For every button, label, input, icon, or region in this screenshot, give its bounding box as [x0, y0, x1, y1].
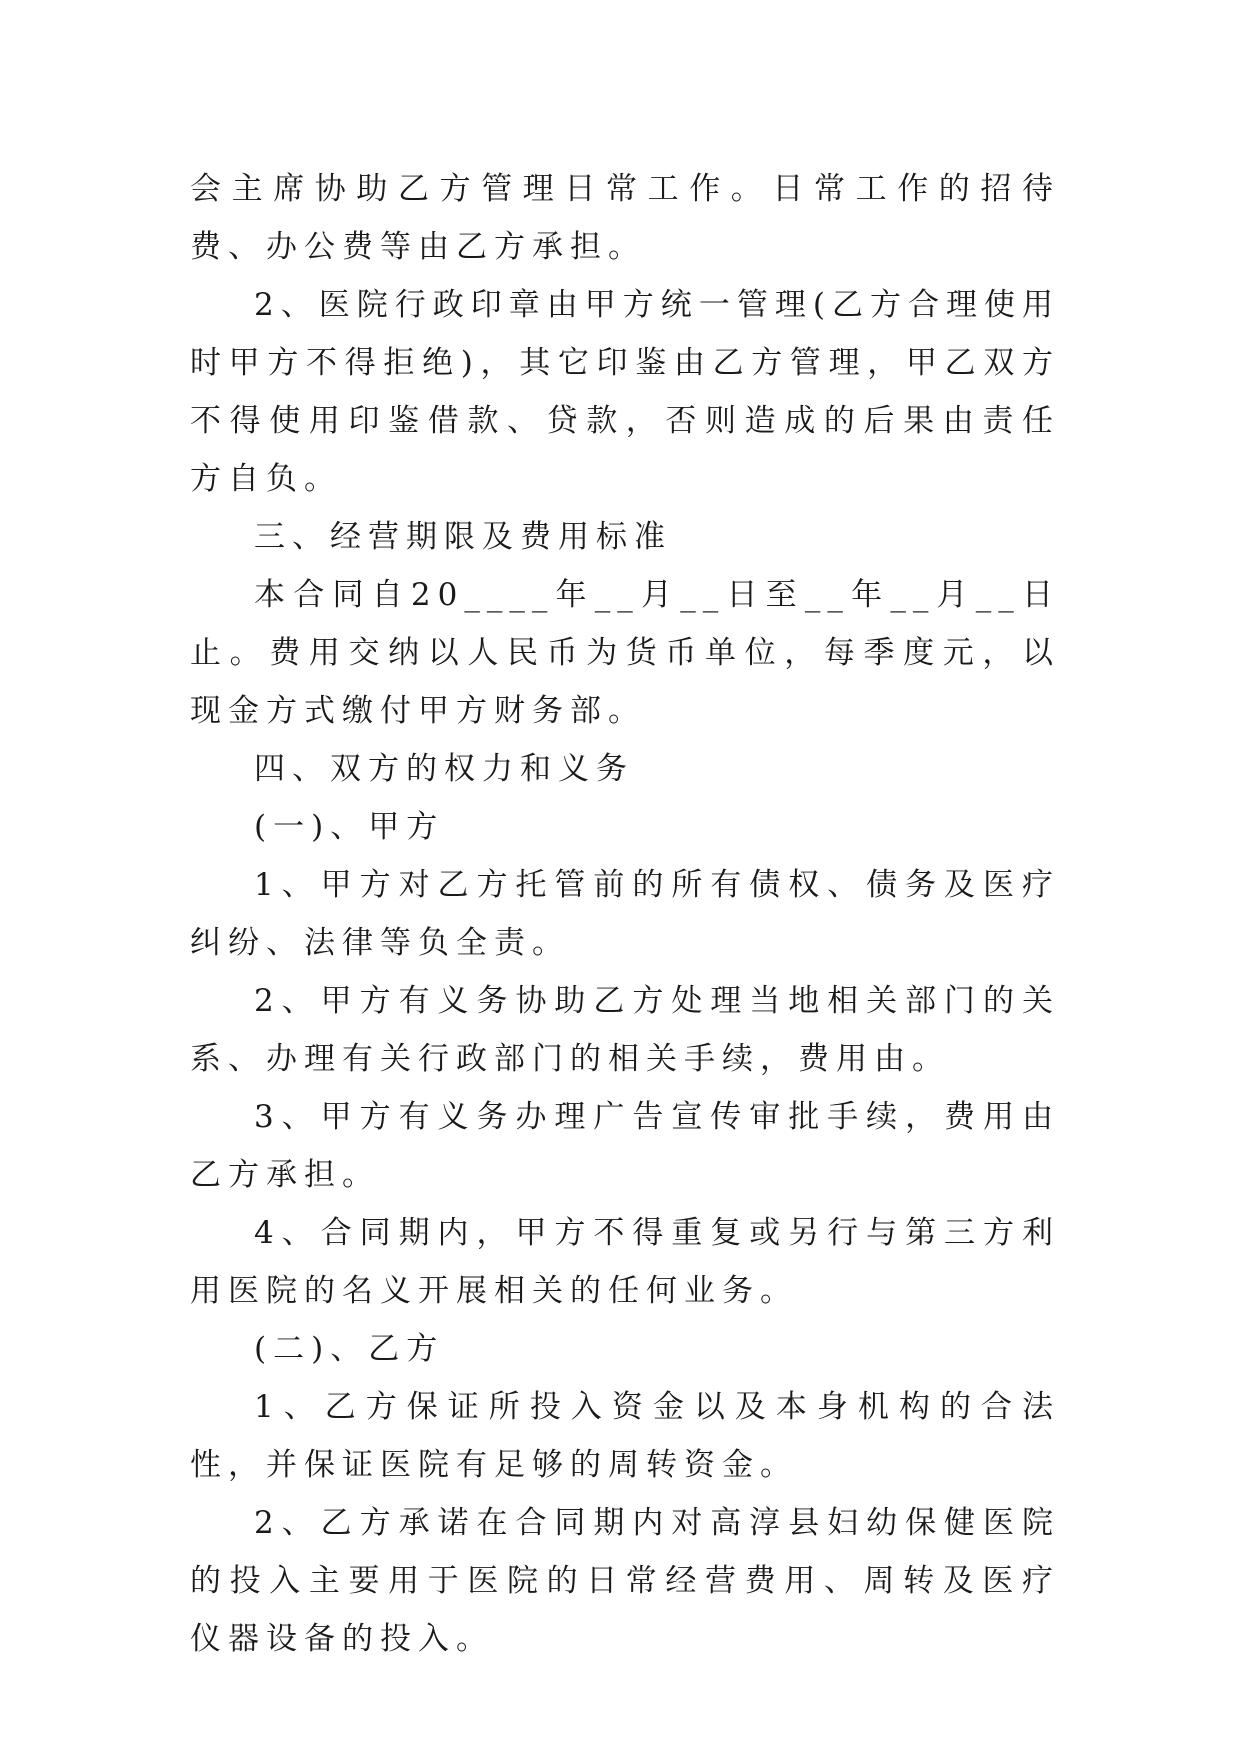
paragraph-party-b-item-1: 1、乙方保证所投入资金以及本身机构的合法性，并保证医院有足够的周转资金。 [190, 1389, 1060, 1483]
paragraph-party-b-item-2: 2、乙方承诺在合同期内对高淳县妇幼保健医院的投入主要用于医院的日常经营费用、周转及医疗仪器设备的投入。 [190, 1505, 1060, 1657]
section-heading-rights-and-obligations: 四、双方的权力和义务 [254, 751, 634, 787]
paragraph-party-a-item-1: 1、甲方对乙方托管前的所有债权、债务及医疗纠纷、法律等负全责。 [190, 867, 1060, 961]
section-heading-term-and-fees: 三、经营期限及费用标准 [254, 519, 672, 555]
subheading-party-b: (二)、乙方 [254, 1331, 445, 1367]
paragraph-party-a-item-2: 2、甲方有义务协助乙方处理当地相关部门的关系、办理有关行政部门的相关手续，费用由。 [190, 983, 1060, 1077]
paragraph-party-a-item-3: 3、甲方有义务办理广告宣传审批手续，费用由乙方承担。 [190, 1099, 1060, 1193]
paragraph-party-a-item-4: 4、合同期内，甲方不得重复或另行与第三方利用医院的名义开展相关的任何业务。 [190, 1215, 1060, 1309]
subheading-party-a: (一)、甲方 [254, 809, 445, 845]
paragraph-continuation: 会主席协助乙方管理日常工作。日常工作的招待费、办公费等由乙方承担。 [190, 171, 1060, 265]
paragraph-contract-term: 本合同自20____年__月__日至__年__月__日止。费用交纳以人民币为货币单位，每季度元，以现金方式缴付甲方财务部。 [190, 577, 1060, 729]
paragraph-seal-management: 2、医院行政印章由甲方统一管理(乙方合理使用时甲方不得拒绝)，其它印鉴由乙方管理，甲乙双方不得使用印鉴借款、贷款，否则造成的后果由责任方自负。 [190, 287, 1060, 497]
document-page [190, 160, 1060, 1668]
